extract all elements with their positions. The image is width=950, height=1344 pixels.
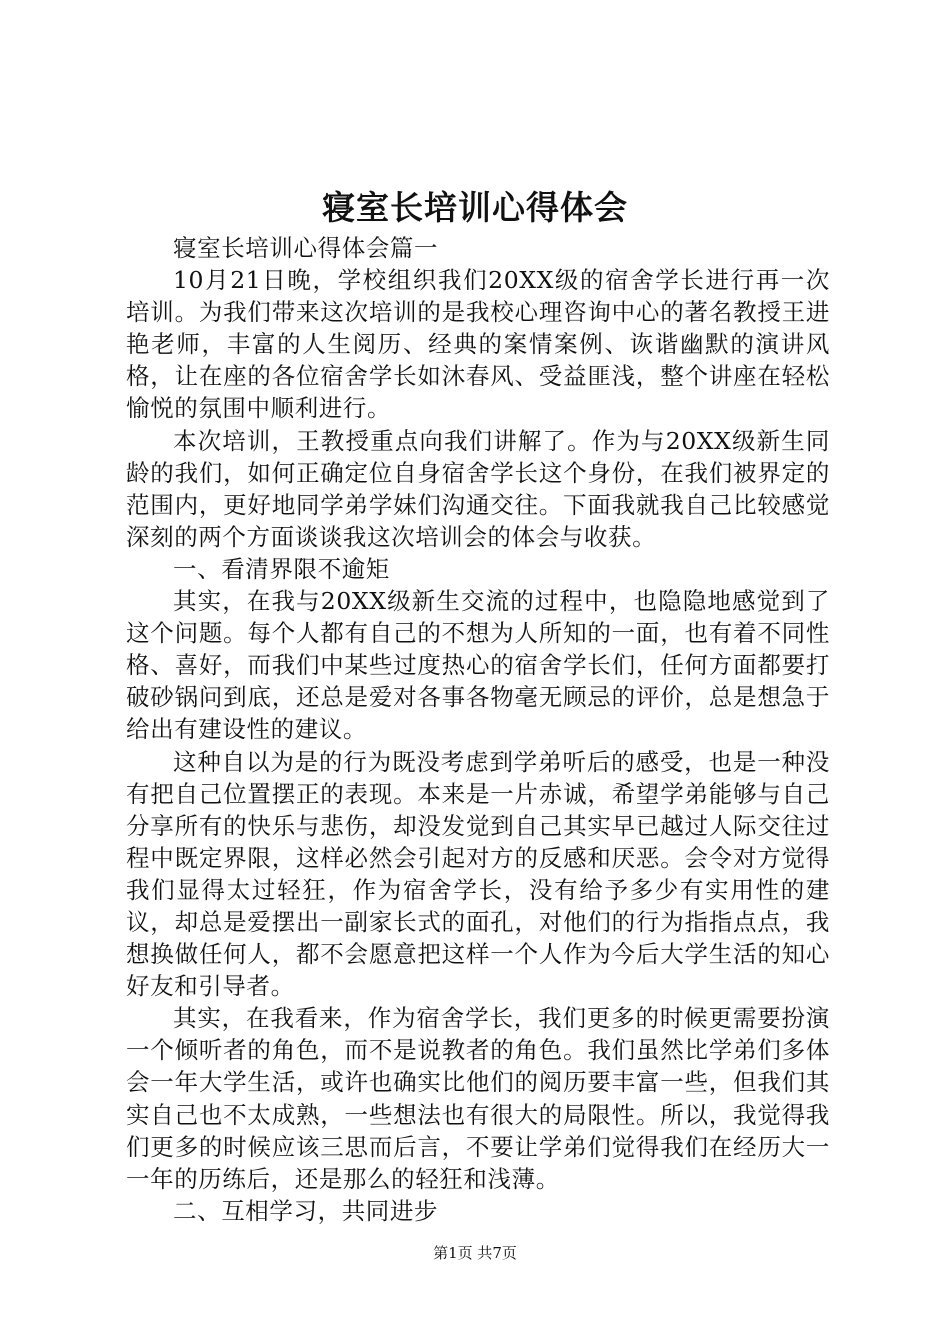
- paragraph: 这种自以为是的行为既没考虑到学弟听后的感受，也是一种没有把自己位置摆正的表现。本来是一片赤诚，希望学弟能够与自己分享所有的快乐与悲伤，却没发觉到自己其实早已越过人际交往过程中既定界限，这样必然会引起对方的反感和厌恶。会令对方觉得我们显得太过轻狂，作为宿舍学长，没有给予多少有实用性的建议，却总是爱摆出一副家长式的面孔，对他们的行为指指点点，我想换做任何人，都不会愿意把这样一个人作为今后大学生活的知心好友和引导者。: [126, 747, 830, 1001]
- section-heading: 二、互相学习，共同进步: [173, 1196, 439, 1225]
- page-number-footer: 第1页 共7页: [433, 1244, 517, 1262]
- document-title: 寝室长培训心得体会: [322, 188, 628, 227]
- paragraph: 其实，在我与20XX级新生交流的过程中，也隐隐地感觉到了这个问题。每个人都有自己的不想为人所知的一面，也有着不同性格、喜好，而我们中某些过度热心的宿舍学长们，任何方面都要打破砂锅问到底，还总是爱对各事各物毫无顾忌的评价，总是想急于给出有建设性的建议。: [126, 587, 830, 744]
- paragraph: 10月21日晚，学校组织我们20XX级的宿舍学长进行再一次培训。为我们带来这次培训的是我校心理咨询中心的著名教授王进艳老师，丰富的人生阅历、经典的案情案例、诙谐幽默的演讲风格，让在座的各位宿舍学长如沐春风、受益匪浅，整个讲座在轻松愉悦的氛围中顺利进行。: [126, 266, 830, 423]
- section-heading: 寝室长培训心得体会篇一: [173, 234, 439, 262]
- paragraph: 其实，在我看来，作为宿舍学长，我们更多的时候更需要扮演一个倾听者的角色，而不是说教者的角色。我们虽然比学弟们多体会一年大学生活，或许也确实比他们的阅历要丰富一些，但我们其实自己也不太成熟，一些想法也有很大的局限性。所以，我觉得我们更多的时候应该三思而后言，不要让学弟们觉得我们在经历大一一年的历练后，还是那么的轻狂和浅薄。: [126, 1004, 830, 1193]
- document-body: [126, 232, 830, 1227]
- section-heading: 一、看清界限不逾矩: [173, 554, 390, 583]
- paragraph: 本次培训，王教授重点向我们讲解了。作为与20XX级新生同龄的我们，如何正确定位自身宿舍学长这个身份，在我们被界定的范围内，更好地同学弟学妹们沟通交往。下面我就我自己比较感觉深刻的两个方面谈谈我这次培训会的体会与收获。: [126, 426, 830, 551]
